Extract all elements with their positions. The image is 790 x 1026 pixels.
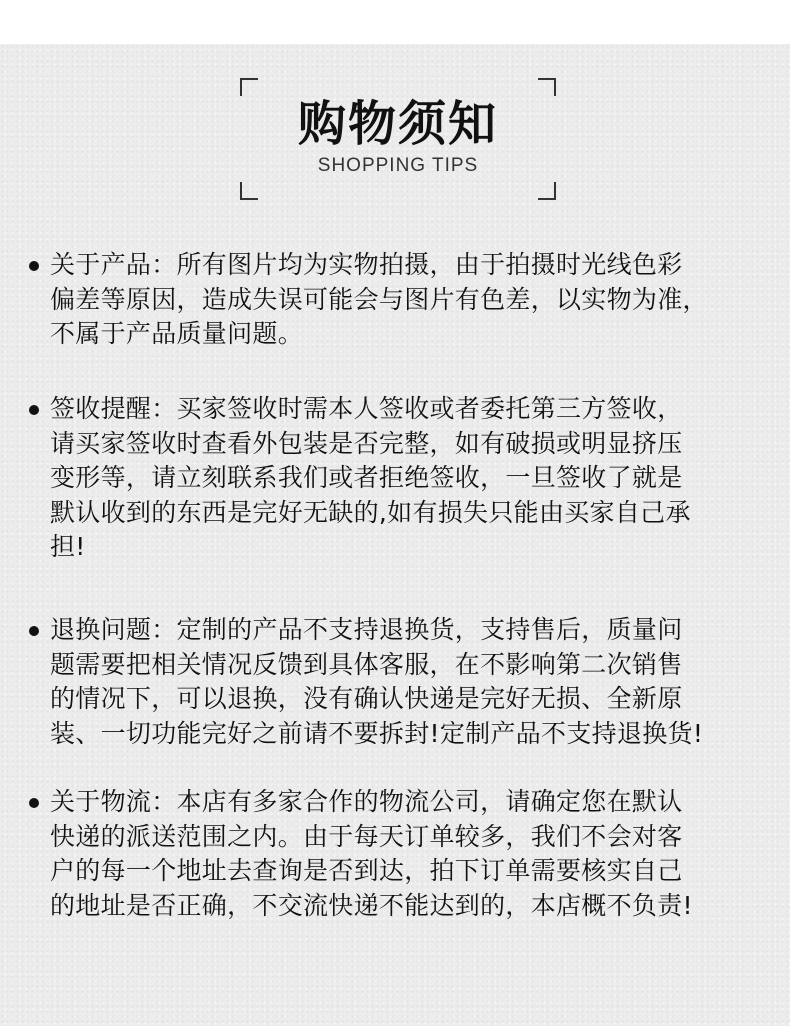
corner-bracket-top-left xyxy=(240,78,258,96)
page-subtitle: SHOPPING TIPS xyxy=(317,155,479,176)
bullet-dot-icon xyxy=(29,798,39,808)
bullet-dot-icon xyxy=(29,626,39,636)
corner-bracket-bottom-right xyxy=(538,182,556,200)
tip-text: 签收提醒：买家签收时需本人签收或者委托第三方签收， 请买家签收时查看外包装是否完整，如有破损或明显挤压 变形等，请立刻联系我们或者拒绝签收，一旦签收了就是 默认收到的东西是完好无缺的,如有损失只能由买家自己承 担! xyxy=(50,394,691,561)
tip-text: 关于产品：所有图片均为实物拍摄，由于拍摄时光线色彩 偏差等原因，造成失误可能会与图片有色差，以实物为准， 不属于产品质量问题。 xyxy=(50,250,708,348)
tip-text: 退换问题：定制的产品不支持退换货，支持售后，质量问 题需要把相关情况反馈到具体客服，在不影响第二次销售 的情况下，可以退换，没有确认快递是完好无损、全新原 装、一切功能完好之前请不要拆封!定制产品不支持退换货! xyxy=(50,615,704,748)
tip-text: 关于物流：本店有多家合作的物流公司，请确定您在默认 快递的派送范围之内。由于每天订单较多，我们不会对客 户的每一个地址去查询是否到达，拍下订单需要核实自己 的地址是否正确，不交流快递不能达到的，本店概不负责! xyxy=(50,787,693,920)
corner-bracket-bottom-left xyxy=(240,182,258,200)
bullet-dot-icon xyxy=(29,261,39,271)
page-title: 购物须知 xyxy=(297,96,498,152)
header-frame xyxy=(240,78,556,200)
bullet-dot-icon xyxy=(29,405,39,415)
corner-bracket-top-right xyxy=(538,78,556,96)
top-white-strip xyxy=(0,0,790,44)
